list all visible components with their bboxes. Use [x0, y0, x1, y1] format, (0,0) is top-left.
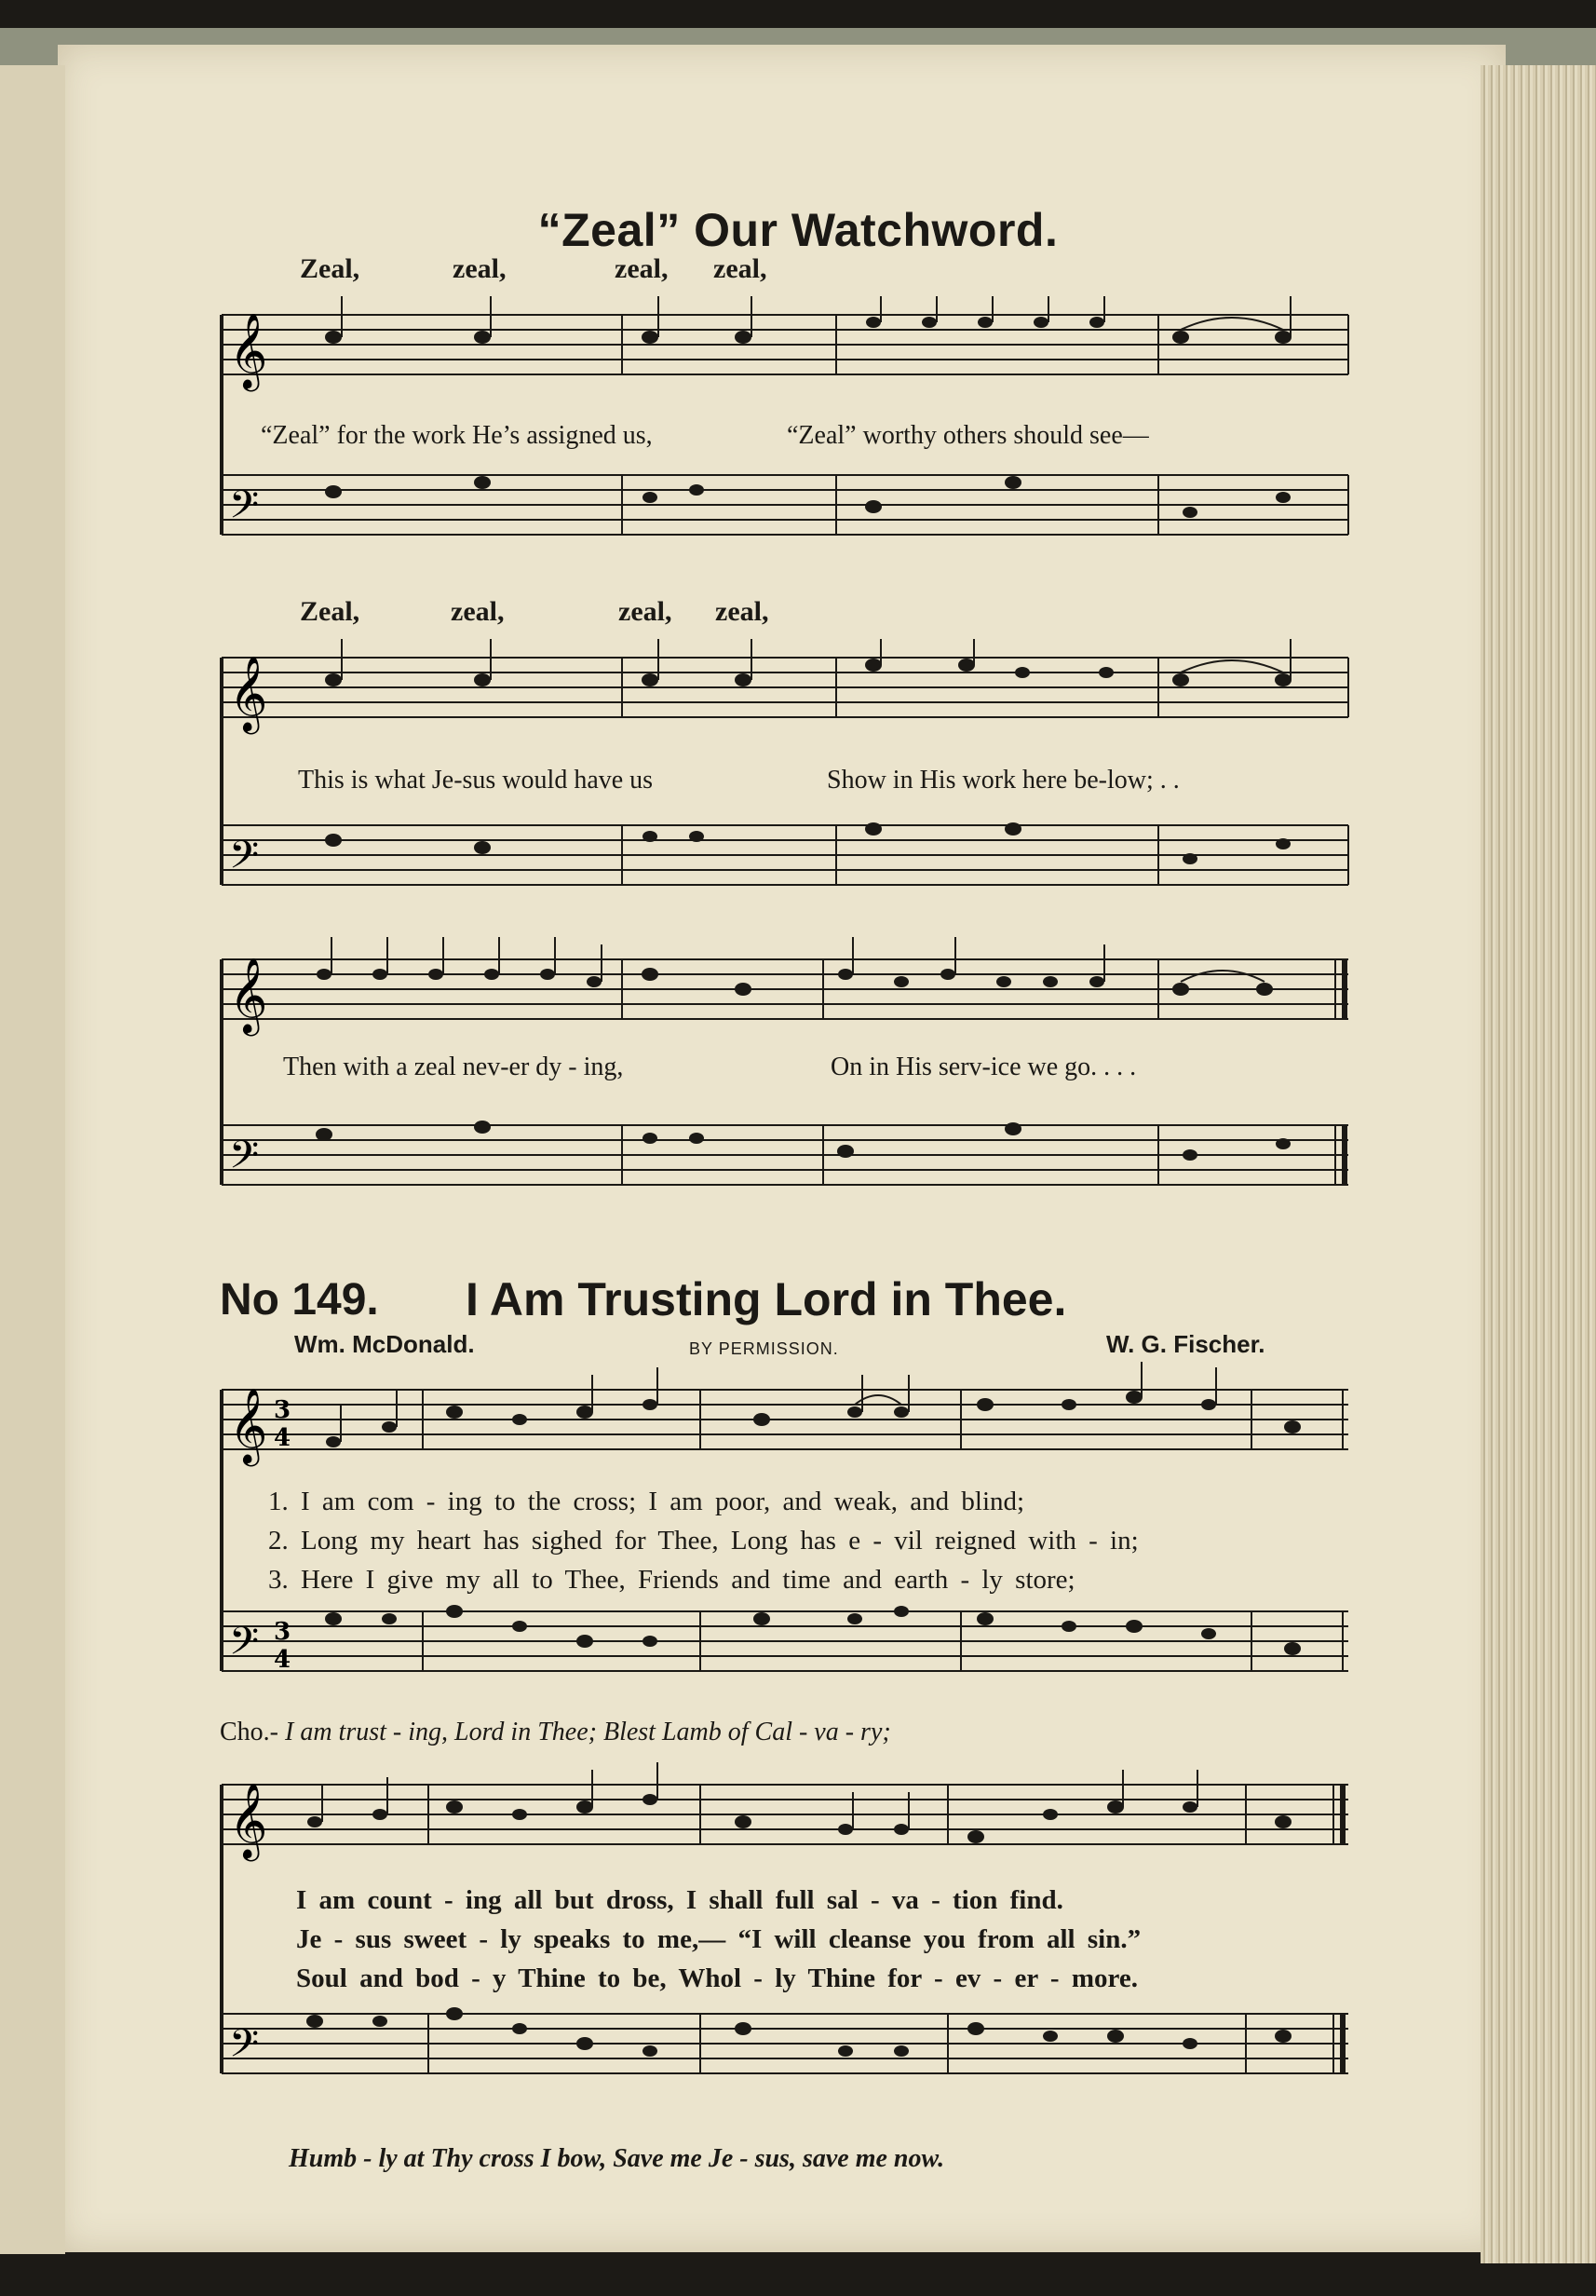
- lyric-line: Show in His work here be-low; . .: [827, 766, 1180, 795]
- svg-text:𝄞: 𝄞: [229, 312, 268, 388]
- svg-text:𝄢: 𝄢: [229, 1133, 260, 1187]
- hymn-number: No 149.: [220, 1275, 379, 1325]
- chorus-line-b: Humb - ly at Thy cross I bow, Save me Je - sus, save me now.: [289, 2144, 945, 2173]
- svg-text:𝄢: 𝄢: [229, 482, 260, 537]
- svg-text:𝄞: 𝄞: [229, 655, 268, 731]
- lyric-line: “Zeal” worthy others should see—: [787, 421, 1149, 450]
- music-system-3: [212, 931, 1358, 1239]
- chorus-label: Cho.-: [220, 1718, 278, 1746]
- verse-line-2a: 2. Long my heart has sighed for Thee, Long has e - vil reigned with - in;: [268, 1526, 1139, 1556]
- svg-text:4: 4: [274, 1424, 291, 1452]
- chorus-text: I am trust - ing, Lord in Thee; Blest Lamb of Cal - va - ry;: [285, 1718, 891, 1746]
- lyric-line: “Zeal” for the work He’s assigned us,: [261, 421, 653, 450]
- verse-line-3b: Soul and bod - y Thine to be, Whol - ly Thine for - ev - er - more.: [296, 1963, 1138, 1993]
- verse-line-1a: 1. I am com - ing to the cross; I am poor, and weak, and blind;: [268, 1487, 1025, 1516]
- verse-line-3a: 3. Here I give my all to Thee, Friends and time and earth - ly store;: [268, 1565, 1075, 1595]
- left-page-edge: [0, 65, 65, 2254]
- verse-line-2b: Je - sus sweet - ly speaks to me,— “I will cleanse you from all sin.”: [296, 1924, 1142, 1954]
- zeal-word: zeal,: [713, 253, 767, 284]
- composer-credit: W. G. Fischer.: [1106, 1330, 1265, 1358]
- author-credit: Wm. McDonald.: [294, 1330, 475, 1358]
- svg-text:3: 3: [274, 1618, 291, 1646]
- svg-text:𝄢: 𝄢: [229, 1619, 260, 1673]
- zeal-word: zeal,: [715, 596, 769, 627]
- zeal-word: zeal,: [453, 253, 507, 284]
- permission-note: BY PERMISSION.: [689, 1339, 839, 1358]
- lyric-line: On in His serv-ice we go. . . .: [831, 1053, 1137, 1081]
- svg-text:𝄢: 𝄢: [229, 2021, 260, 2075]
- hymn-title-trusting: I Am Trusting Lord in Thee.: [466, 1273, 1067, 1325]
- verse-line-1b: I am count - ing all but dross, I shall full sal - va - tion find.: [296, 1885, 1063, 1915]
- zeal-word: Zeal,: [300, 596, 360, 627]
- zeal-word: zeal,: [451, 596, 505, 627]
- page-stack-edge: [1481, 65, 1596, 2263]
- chorus-line-a: [220, 1718, 891, 1747]
- svg-text:𝄢: 𝄢: [229, 833, 260, 887]
- svg-text:𝄞: 𝄞: [229, 1782, 268, 1858]
- zeal-word: Zeal,: [300, 253, 360, 284]
- zeal-word: zeal,: [618, 596, 672, 627]
- lyric-line: This is what Je-sus would have us: [298, 766, 654, 795]
- svg-text:4: 4: [274, 1646, 291, 1674]
- zeal-word: zeal,: [615, 253, 669, 284]
- lyric-line: Then with a zeal nev-er dy - ing,: [283, 1053, 624, 1081]
- hymn-title-zeal: “Zeal” Our Watchword.: [537, 204, 1059, 256]
- svg-text:3: 3: [274, 1396, 291, 1424]
- svg-text:𝄞: 𝄞: [229, 957, 268, 1033]
- svg-text:𝄞: 𝄞: [229, 1387, 268, 1463]
